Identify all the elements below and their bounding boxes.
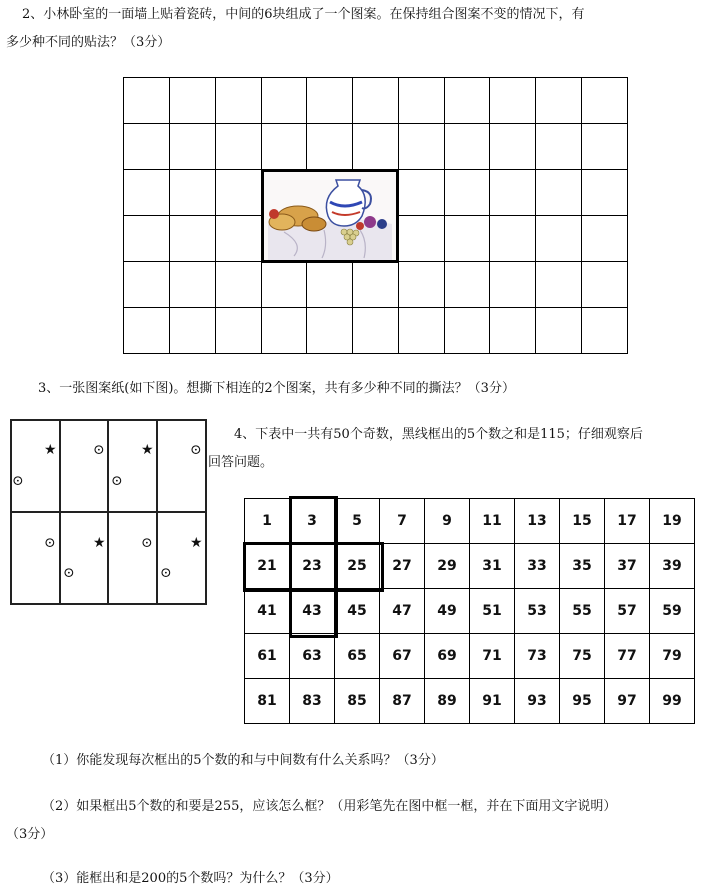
wall-tile (124, 261, 170, 307)
star-icon: ★ (44, 442, 57, 458)
table-cell: 21 (245, 544, 290, 589)
wall-tile (398, 124, 444, 170)
wall-tile (490, 261, 536, 307)
table-cell: 27 (380, 544, 425, 589)
wall-tile (444, 307, 490, 353)
q3-text: 3、一张图案纸(如下图)。想撕下相连的2个图案，共有多少种不同的撕法？（3分） (38, 381, 515, 396)
q4-sub1-text: （1）你能发现每次框出的5个数的和与中间数有什么关系吗？（3分） (42, 753, 444, 768)
wall-tile (215, 261, 261, 307)
table-cell: 75 (560, 634, 605, 679)
wall-tile (581, 124, 627, 170)
wall-tile (536, 307, 582, 353)
wall-tile (170, 261, 216, 307)
table-cell: 79 (650, 634, 695, 679)
table-cell: 1 (245, 499, 290, 544)
table-cell: 31 (470, 544, 515, 589)
table-cell: 71 (470, 634, 515, 679)
wall-tile (581, 307, 627, 353)
table-cell: 51 (470, 589, 515, 634)
wall-tile (581, 261, 627, 307)
wall-tile (215, 216, 261, 262)
wall-tile (124, 124, 170, 170)
wall-tile (124, 170, 170, 216)
table-cell: 43 (290, 589, 335, 634)
wall-tile (490, 307, 536, 353)
wall-tile (536, 216, 582, 262)
paper-divider (12, 511, 205, 513)
wall-tile (536, 170, 582, 216)
table-cell: 7 (380, 499, 425, 544)
q4-sub2-text-line2: （3分） (6, 827, 54, 842)
wall-tile (490, 78, 536, 124)
wall-tile (215, 170, 261, 216)
table-cell: 47 (380, 589, 425, 634)
wall-tile (353, 124, 399, 170)
dot-circle-icon: ⊙ (63, 565, 75, 581)
wall-tile (398, 216, 444, 262)
dot-circle-icon: ⊙ (44, 535, 56, 551)
table-cell: 93 (515, 679, 560, 724)
star-icon: ★ (141, 442, 154, 458)
wall-tile (307, 124, 353, 170)
table-cell: 97 (605, 679, 650, 724)
wall-tile (307, 307, 353, 353)
table-cell: 9 (425, 499, 470, 544)
wall-tile (307, 261, 353, 307)
wall-tile (444, 124, 490, 170)
wall-tile (353, 261, 399, 307)
wall-tile (170, 307, 216, 353)
q4-sub2-text-line1: （2）如果框出5个数的和要是255，应该怎么框？（用彩笔先在图中框一框，并在下面用文字说明） (42, 799, 617, 814)
table-cell: 77 (605, 634, 650, 679)
wall-tile (124, 216, 170, 262)
q2-text-line1: 2、小林卧室的一面墙上贴着瓷砖，中间的6块组成了一个图案。在保持组合图案不变的情况下，有 (22, 7, 585, 22)
wall-tile (398, 78, 444, 124)
dot-circle-icon: ⊙ (141, 535, 153, 551)
table-cell: 65 (335, 634, 380, 679)
table-cell: 85 (335, 679, 380, 724)
wall-tile (398, 307, 444, 353)
wall-tile (444, 261, 490, 307)
wall-tile (490, 216, 536, 262)
wall-tile (398, 170, 444, 216)
wall-tile (170, 216, 216, 262)
wall-tile (170, 170, 216, 216)
table-cell: 61 (245, 634, 290, 679)
q4-sub3-text: （3）能框出和是200的5个数吗？为什么？（3分） (42, 871, 339, 886)
odd-number-table (244, 498, 695, 724)
table-cell: 69 (425, 634, 470, 679)
table-cell: 19 (650, 499, 695, 544)
wall-tile (261, 78, 307, 124)
table-cell: 39 (650, 544, 695, 589)
dot-circle-icon: ⊙ (160, 565, 172, 581)
table-cell: 83 (290, 679, 335, 724)
table-cell: 17 (605, 499, 650, 544)
wall-tile (261, 261, 307, 307)
wall-tile (124, 78, 170, 124)
table-row (245, 499, 695, 544)
wall-tile (536, 261, 582, 307)
q2-text-line2: 多少种不同的贴法？（3分） (6, 35, 171, 50)
table-cell: 81 (245, 679, 290, 724)
dot-circle-icon: ⊙ (12, 473, 24, 489)
table-cell: 11 (470, 499, 515, 544)
table-cell: 13 (515, 499, 560, 544)
wall-tile (536, 124, 582, 170)
wall-tile (444, 78, 490, 124)
q4-text-line1: 4、下表中一共有50个奇数，黑线框出的5个数之和是115；仔细观察后 (234, 427, 643, 442)
table-cell: 15 (560, 499, 605, 544)
wall-tile (444, 170, 490, 216)
pattern-paper (10, 419, 207, 605)
dot-circle-icon: ⊙ (93, 442, 105, 458)
table-cell: 73 (515, 634, 560, 679)
table-cell: 89 (425, 679, 470, 724)
table-cell: 95 (560, 679, 605, 724)
table-row (245, 544, 695, 589)
table-cell: 63 (290, 634, 335, 679)
wall-tile (170, 124, 216, 170)
table-cell: 37 (605, 544, 650, 589)
table-cell: 45 (335, 589, 380, 634)
table-cell: 35 (560, 544, 605, 589)
table-cell: 33 (515, 544, 560, 589)
table-cell: 49 (425, 589, 470, 634)
wall-tile (307, 78, 353, 124)
star-icon: ★ (93, 535, 106, 551)
table-cell: 5 (335, 499, 380, 544)
wall-tile (261, 307, 307, 353)
table-cell: 87 (380, 679, 425, 724)
table-cell: 23 (290, 544, 335, 589)
wall-tile (581, 170, 627, 216)
table-cell: 29 (425, 544, 470, 589)
table-cell: 91 (470, 679, 515, 724)
table-cell: 59 (650, 589, 695, 634)
wall-tile (536, 78, 582, 124)
table-cell: 55 (560, 589, 605, 634)
table-cell: 41 (245, 589, 290, 634)
wall-tile (490, 124, 536, 170)
table-cell: 57 (605, 589, 650, 634)
table-cell: 67 (380, 634, 425, 679)
wall-tile (215, 124, 261, 170)
wall-tile (124, 307, 170, 353)
wall-tile (444, 216, 490, 262)
table-cell: 25 (335, 544, 380, 589)
table-row (245, 634, 695, 679)
wall-tile (398, 261, 444, 307)
table-cell: 53 (515, 589, 560, 634)
table-cell: 99 (650, 679, 695, 724)
dot-circle-icon: ⊙ (111, 473, 123, 489)
wall-tile (353, 307, 399, 353)
wall-tile (581, 216, 627, 262)
star-icon: ★ (190, 535, 203, 551)
wall-tile (581, 78, 627, 124)
q4-text-line2: 回答问题。 (208, 455, 274, 470)
table-row (245, 589, 695, 634)
wall-tile (215, 78, 261, 124)
wall-tile (490, 170, 536, 216)
dot-circle-icon: ⊙ (190, 442, 202, 458)
table-row (245, 679, 695, 724)
still-life-pattern-image (261, 169, 399, 263)
wall-tile (170, 78, 216, 124)
wall-tile (261, 124, 307, 170)
wall-tile (353, 78, 399, 124)
table-cell: 3 (290, 499, 335, 544)
wall-tile (215, 307, 261, 353)
